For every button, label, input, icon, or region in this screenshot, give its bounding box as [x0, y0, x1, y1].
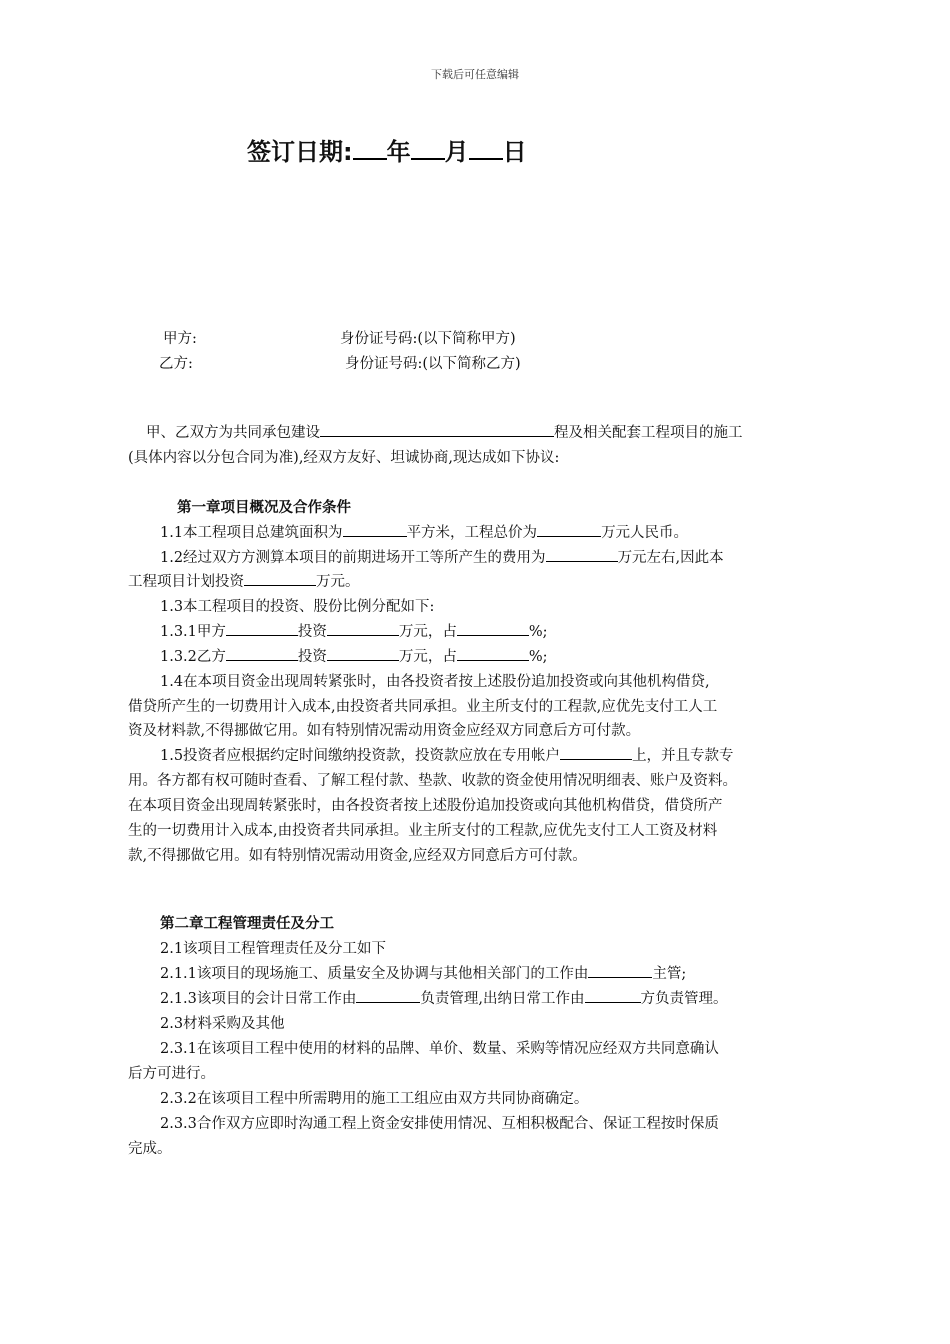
clause-1-2: 1.2经过双方方测算本项目的前期进场开工等所产生的费用为 万元左右,因此本: [160, 546, 724, 567]
clause-2-3-3-line-2: 完成。: [128, 1141, 172, 1157]
party-b-id: 身份证号码:(以下简称乙方): [345, 356, 521, 372]
header-note: 下载后可任意编辑: [431, 68, 519, 81]
party-b-label: 乙方:: [159, 356, 193, 372]
intro-line-1: 甲、乙双方为共同承包建设 程及相关配套工程项目的施工: [146, 421, 743, 442]
clause-2-3-1-line-2: 后方可进行。: [128, 1066, 215, 1082]
day-blank: [469, 138, 503, 160]
clause-1-3-1: 1.3.1甲方 投资 万元，占 %;: [160, 620, 548, 641]
clause-1-3: 1.3本工程项目的投资、股份比例分配如下:: [160, 599, 435, 615]
clause-1-5-line-4: 生的一切费用计入成本,由投资者共同承担。业主所支付的工程款,应优先支付工人工资及材料: [128, 823, 718, 839]
intro-line-2: (具体内容以分包合同为准),经双方友好、坦诚协商,现达成如下协议:: [128, 450, 560, 466]
clause-1-2-cont: 工程项目计划投资 万元。: [128, 570, 360, 591]
project-blank: [320, 422, 554, 437]
clause-2-3-3-line-1: 2.3.3合作双方应即时沟通工程上资金安排使用情况、互相积极配合、保证工程按时保质: [160, 1116, 719, 1132]
party-a-id: 身份证号码:(以下简称甲方): [340, 331, 516, 347]
clause-1-1: 1.1本工程项目总建筑面积为 平方米，工程总价为 万元人民币。: [160, 521, 688, 542]
month-blank: [411, 138, 445, 160]
chapter-1-title: 第一章项目概况及合作条件: [177, 500, 351, 516]
clause-2-3: 2.3材料采购及其他: [160, 1016, 285, 1032]
chapter-2-title: 第二章工程管理责任及分工: [160, 916, 334, 932]
clause-2-1-3: 2.1.3该项目的会计日常工作由 负责管理,出纳日常工作由 方负责管理。: [160, 987, 728, 1008]
clause-2-1-1: 2.1.1该项目的现场施工、质量安全及协调与其他相关部门的工作由 主管;: [160, 962, 686, 983]
day-label: 日: [502, 138, 527, 166]
party-a-label: 甲方:: [163, 331, 197, 347]
clause-1-5-line-3: 在本项目资金出现周转紧张时，由各投资者按上述股份追加投资或向其他机构借贷，借贷所产: [128, 798, 723, 814]
year-label: 年: [386, 138, 411, 166]
sign-date-line: [247, 132, 527, 167]
clause-2-3-2: 2.3.2在该项目工程中所需聘用的施工工组应由双方共同协商确定。: [160, 1091, 589, 1107]
clause-1-4-line-2: 借贷所产生的一切费用计入成本,由投资者共同承担。业主所支付的工程款,应优先支付工人工: [128, 699, 718, 715]
clause-1-4-line-1: 1.4在本项目资金出现周转紧张时，由各投资者按上述股份追加投资或向其他机构借贷,: [160, 674, 710, 690]
year-blank: [353, 138, 387, 160]
clause-1-4-line-3: 资及材料款,不得挪做它用。如有特别情况需动用资金应经双方同意后方可付款。: [128, 723, 641, 739]
sign-date-label: 签订日期:: [247, 138, 353, 166]
clause-2-3-1-line-1: 2.3.1在该项目工程中使用的材料的品牌、单价、数量、采购等情况应经双方共同意确认: [160, 1041, 719, 1057]
clause-2-1: 2.1该项目工程管理责任及分工如下: [160, 941, 387, 957]
month-label: 月: [444, 138, 469, 166]
clause-1-3-2: 1.3.2乙方 投资 万元，占 %;: [160, 645, 548, 666]
clause-1-5-line-1: 1.5投资者应根据约定时间缴纳投资款，投资款应放在专用帐户 上，并且专款专: [160, 744, 734, 765]
clause-1-5-line-5: 款,不得挪做它用。如有特别情况需动用资金,应经双方同意后方可付款。: [128, 848, 587, 864]
clause-1-5-line-2: 用。各方都有权可随时查看、了解工程付款、垫款、收款的资金使用情况明细表、账户及资料。: [128, 773, 737, 789]
